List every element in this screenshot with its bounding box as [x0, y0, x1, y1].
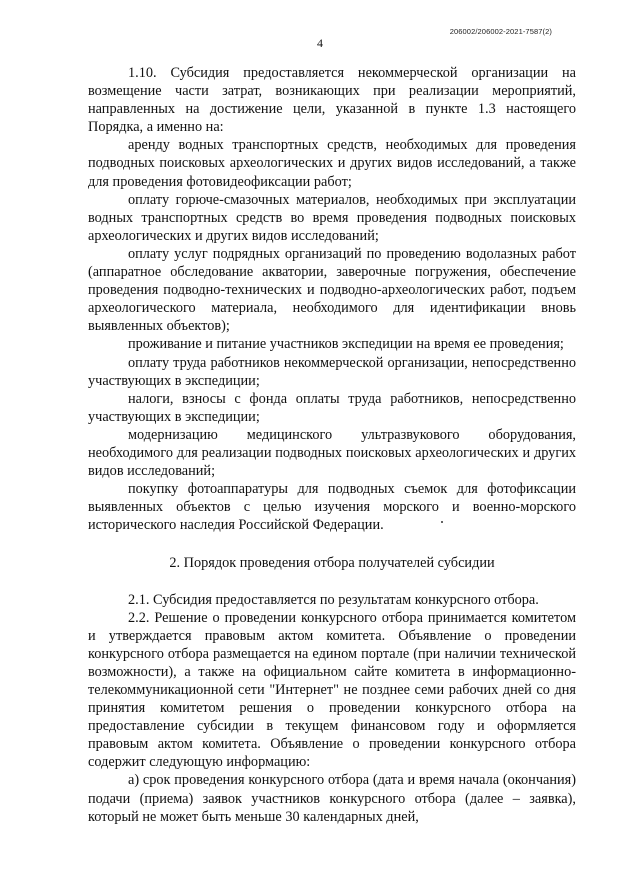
list-item-ultrasound: модернизацию медицинского ультразвукового оборудования, необходимого для реализации подводных поисковых археологических и других видов исследований; — [88, 426, 576, 480]
list-item-labor-payment: оплату труда работников некоммерческой организации, непосредственно участвующих в экспедиции; — [88, 354, 576, 389]
scan-speck — [441, 521, 443, 523]
paragraph-2-1: 2.1. Субсидия предоставляется по результатам конкурсного отбора. — [128, 591, 539, 608]
section-heading: 2. Порядок проведения отбора получателей субсидии — [169, 555, 495, 572]
list-item-boat-rental: аренду водных транспортных средств, необходимых для проведения подводных поисковых археологических и других видов исследований, а также для проведения фотовидеофиксации работ; — [88, 137, 576, 190]
list-item-accommodation: проживание и питание участников экспедиции на время ее проведения; — [128, 336, 564, 353]
paragraph-2-2: 2.2. Решение о проведении конкурсного отбора принимается комитетом и утверждается правовым актом комитета. Объявление о проведении конкурсного отбора размещается на едином портале (при наличии технической возможности), а также на официальном сайте комитета в информационно-телекоммуникационной сети "Интернет" не позднее семи рабочих дней со дня принятия комитетом решения о проведении конкурсного отбора на предоставление субсидии в текущем финансовом году и оформляется правовым актом комитета. Объявление о проведении конкурсного отбора содержит следующую информацию: — [88, 609, 576, 771]
document-body — [88, 64, 576, 826]
document-id: 206002/206002-2021-7587(2) — [449, 27, 552, 36]
list-item-photo-equipment: покупку фотоаппаратуры для подводных съемок для фотофиксации выявленных объектов с целью изучения морского и военно-морского исторического наследия Российской Федерации. — [88, 481, 576, 534]
paragraph-2-2-a: а) срок проведения конкурсного отбора (дата и время начала (окончания) подачи (приема) заявок участников конкурсного отбора (далее – заявка), который не может быть меньше 30 календарных дней, — [88, 772, 576, 825]
list-item-fuel: оплату горюче-смазочных материалов, необходимых при эксплуатации водных транспортных средств во время проведения подводных поисковых археологических и других видов исследований; — [88, 191, 576, 244]
paragraph-1-10: 1.10. Субсидия предоставляется некоммерческой организации на возмещение части затрат, возникающих при реализации мероприятий, направленных на достижение цели, указанной в пункте 1.3 настоящего Порядка, а именно на: — [88, 65, 576, 136]
list-item-taxes: налоги, взносы с фонда оплаты труда работников, непосредственно участвующих в экспедиции; — [88, 390, 576, 425]
page-number: 4 — [317, 36, 323, 50]
list-item-diving-services: оплату услуг подрядных организаций по проведению водолазных работ (аппаратное обследование акватории, заверочные погружения, обеспечение проведения подводно-технических и подводно-археологических работ, подъем археологического материала, необходимого для идентификации вновь выявленных объектов); — [88, 245, 576, 335]
